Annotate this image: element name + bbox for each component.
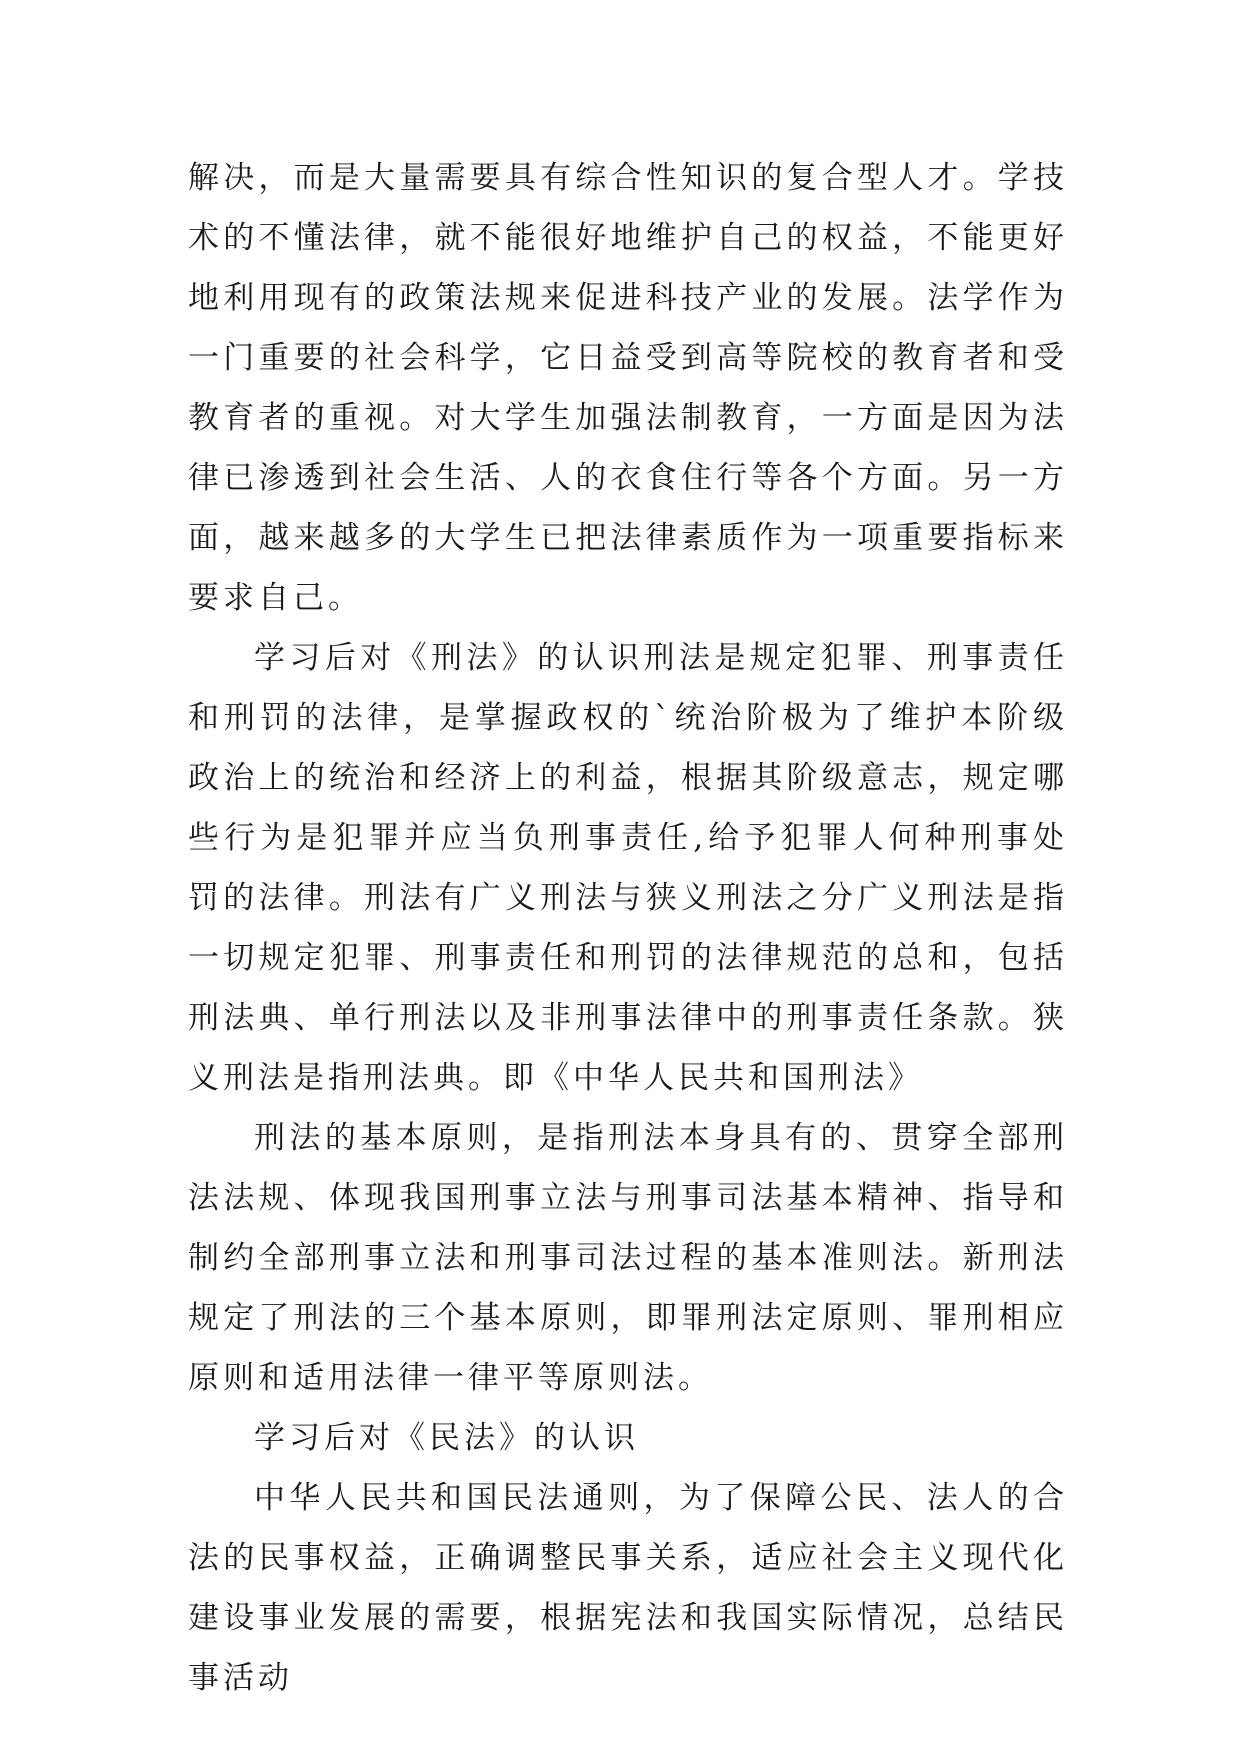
paragraph-civil-law-general: 中华人民共和国民法通则，为了保障公民、法人的合法的民事权益，正确调整民事关系，适应社会主义现代化建设事业发展的需要，根据宪法和我国实际情况，总结民事活动 xyxy=(188,1480,1068,1696)
paragraph-legal-education: 解决，而是大量需要具有综合性知识的复合型人才。学技术的不懂法律，就不能很好地维护自己的权益，不能更好地利用现有的政策法规来促进科技产业的发展。法学作为一门重要的社会科学，它日益受到高等院校的教育者和受教育者的重视。对大学生加强法制教育，一方面是因为法律已渗透到社会生活、人的衣食住行等各个方面。另一方面，越来越多的大学生已把法律素质作为一项重要指标来要求自己。 xyxy=(188,160,1068,616)
body-text xyxy=(188,148,1068,1708)
paragraph-criminal-law-definition: 学习后对《刑法》的认识刑法是规定犯罪、刑事责任和刑罚的法律，是掌握政权的`统治阶极为了维护本阶级政治上的统治和经济上的利益，根据其阶级意志，规定哪些行为是犯罪并应当负刑事责任,给予犯罪人何种刑事处罚的法律。刑法有广义刑法与狭义刑法之分广义刑法是指一切规定犯罪、刑事责任和刑罚的法律规范的总和，包括刑法典、单行刑法以及非刑事法律中的刑事责任条款。狭义刑法是指刑法典。即《中华人民共和国刑法》 xyxy=(188,640,1068,1096)
paragraph-criminal-law-principles: 刑法的基本原则，是指刑法本身具有的、贯穿全部刑法法规、体现我国刑事立法与刑事司法基本精神、指导和制约全部刑事立法和刑事司法过程的基本准则法。新刑法规定了刑法的三个基本原则，即罪刑法定原则、罪刑相应原则和适用法律一律平等原则法。 xyxy=(188,1120,1068,1396)
section-heading-civil-law: 学习后对《民法》的认识 xyxy=(254,1420,639,1456)
